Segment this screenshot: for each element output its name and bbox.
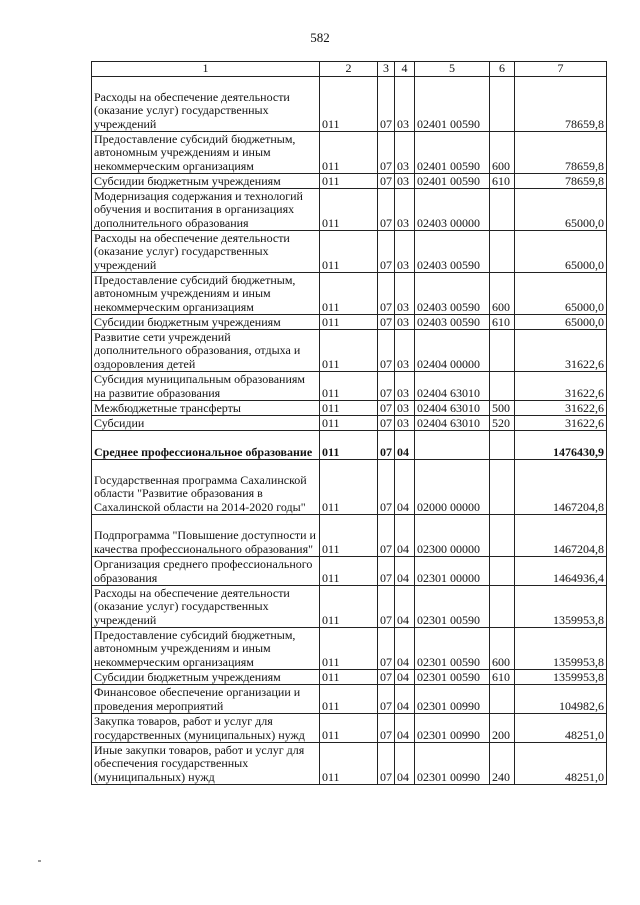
amount-cell: 78659,8 — [515, 132, 607, 174]
table-row — [92, 174, 607, 189]
code-3-cell: 07 — [378, 515, 395, 557]
header-cell: 4 — [395, 62, 415, 77]
amount-cell: 1467204,8 — [515, 515, 607, 557]
name-cell: Субсидии бюджетным учреждениям — [92, 670, 320, 685]
amount-cell: 65000,0 — [515, 315, 607, 330]
code-2-cell: 011 — [320, 132, 378, 174]
table-row — [92, 231, 607, 273]
name-cell: Модернизация содержания и технологий обучения и воспитания в организациях дополнительного образования — [92, 189, 320, 231]
code-3-cell: 07 — [378, 174, 395, 189]
code-3-cell: 07 — [378, 77, 395, 132]
code-3-cell: 07 — [378, 628, 395, 670]
table-row — [92, 685, 607, 714]
code-3-cell: 07 — [378, 401, 395, 416]
header-cell: 1 — [92, 62, 320, 77]
code-2-cell: 011 — [320, 460, 378, 515]
code-5-cell: 02403 00590 — [415, 315, 490, 330]
name-cell: Расходы на обеспечение деятельности (оказание услуг) государственных учреждений — [92, 77, 320, 132]
code-3-cell: 07 — [378, 670, 395, 685]
amount-cell: 65000,0 — [515, 189, 607, 231]
code-4-cell: 03 — [395, 189, 415, 231]
code-6-cell: 610 — [490, 315, 515, 330]
name-cell: Организация среднего профессионального образования — [92, 557, 320, 586]
code-3-cell: 07 — [378, 460, 395, 515]
amount-cell: 78659,8 — [515, 77, 607, 132]
code-4-cell: 04 — [395, 586, 415, 628]
name-cell: Иные закупки товаров, работ и услуг для обеспечения государственных (муниципальных) нужд — [92, 743, 320, 785]
table-row — [92, 557, 607, 586]
code-6-cell: 600 — [490, 132, 515, 174]
code-5-cell: 02000 00000 — [415, 460, 490, 515]
code-2-cell: 011 — [320, 714, 378, 743]
code-5-cell: 02404 63010 — [415, 372, 490, 401]
name-cell: Подпрограмма "Повышение доступности и качества профессионального образования" — [92, 515, 320, 557]
name-cell: Субсидии бюджетным учреждениям — [92, 174, 320, 189]
code-2-cell: 011 — [320, 174, 378, 189]
code-5-cell: 02404 00000 — [415, 330, 490, 372]
code-3-cell: 07 — [378, 586, 395, 628]
code-4-cell: 03 — [395, 372, 415, 401]
name-cell: Субсидия муниципальным образованиям на развитие образования — [92, 372, 320, 401]
code-4-cell: 03 — [395, 174, 415, 189]
code-2-cell: 011 — [320, 670, 378, 685]
code-3-cell: 07 — [378, 416, 395, 431]
code-2-cell: 011 — [320, 416, 378, 431]
name-cell: Развитие сети учреждений дополнительного образования, отдыха и оздоровления детей — [92, 330, 320, 372]
code-4-cell: 03 — [395, 401, 415, 416]
amount-cell: 1359953,8 — [515, 628, 607, 670]
amount-cell: 1359953,8 — [515, 670, 607, 685]
code-6-cell — [490, 685, 515, 714]
name-cell: Закупка товаров, работ и услуг для государственных (муниципальных) нужд — [92, 714, 320, 743]
code-5-cell: 02403 00590 — [415, 273, 490, 315]
code-4-cell: 04 — [395, 431, 415, 460]
name-cell: Расходы на обеспечение деятельности (оказание услуг) государственных учреждений — [92, 231, 320, 273]
code-6-cell: 500 — [490, 401, 515, 416]
table-row — [92, 189, 607, 231]
code-2-cell: 011 — [320, 330, 378, 372]
code-2-cell: 011 — [320, 315, 378, 330]
code-2-cell: 011 — [320, 372, 378, 401]
code-5-cell: 02301 00590 — [415, 628, 490, 670]
code-2-cell: 011 — [320, 586, 378, 628]
code-5-cell: 02401 00590 — [415, 77, 490, 132]
table-row — [92, 670, 607, 685]
code-3-cell: 07 — [378, 431, 395, 460]
table-row — [92, 401, 607, 416]
code-2-cell: 011 — [320, 743, 378, 785]
table-row — [92, 132, 607, 174]
code-3-cell: 07 — [378, 557, 395, 586]
name-cell: Предоставление субсидий бюджетным, автономным учреждениям и иным некоммерческим организациям — [92, 132, 320, 174]
amount-cell: 31622,6 — [515, 330, 607, 372]
amount-cell: 48251,0 — [515, 714, 607, 743]
code-3-cell: 07 — [378, 743, 395, 785]
code-6-cell: 600 — [490, 273, 515, 315]
code-6-cell — [490, 77, 515, 132]
name-cell: Финансовое обеспечение организации и проведения мероприятий — [92, 685, 320, 714]
amount-cell: 31622,6 — [515, 416, 607, 431]
table-row — [92, 273, 607, 315]
code-6-cell: 600 — [490, 628, 515, 670]
code-4-cell: 04 — [395, 515, 415, 557]
code-2-cell: 011 — [320, 231, 378, 273]
code-6-cell — [490, 557, 515, 586]
table-row — [92, 315, 607, 330]
code-6-cell: 240 — [490, 743, 515, 785]
code-2-cell: 011 — [320, 431, 378, 460]
code-3-cell: 07 — [378, 189, 395, 231]
name-cell: Субсидии — [92, 416, 320, 431]
code-3-cell: 07 — [378, 132, 395, 174]
table-row — [92, 628, 607, 670]
header-cell: 3 — [378, 62, 395, 77]
code-3-cell: 07 — [378, 685, 395, 714]
budget-table — [91, 61, 607, 785]
table-row — [92, 743, 607, 785]
amount-cell: 104982,6 — [515, 685, 607, 714]
code-6-cell — [490, 586, 515, 628]
code-3-cell: 07 — [378, 231, 395, 273]
table-row — [92, 330, 607, 372]
name-cell: Среднее профессиональное образование — [92, 431, 320, 460]
code-5-cell: 02404 63010 — [415, 416, 490, 431]
code-4-cell: 03 — [395, 416, 415, 431]
amount-cell: 1359953,8 — [515, 586, 607, 628]
code-4-cell: 03 — [395, 273, 415, 315]
name-cell: Предоставление субсидий бюджетным, автономным учреждениям и иным некоммерческим организациям — [92, 628, 320, 670]
code-3-cell: 07 — [378, 315, 395, 330]
table-row — [92, 431, 607, 460]
code-5-cell: 02301 00990 — [415, 714, 490, 743]
code-2-cell: 011 — [320, 401, 378, 416]
header-row — [92, 62, 607, 77]
code-5-cell: 02301 00590 — [415, 670, 490, 685]
code-5-cell: 02403 00590 — [415, 231, 490, 273]
code-5-cell: 02401 00590 — [415, 174, 490, 189]
code-6-cell: 200 — [490, 714, 515, 743]
scan-speck — [38, 860, 41, 862]
code-2-cell: 011 — [320, 273, 378, 315]
code-3-cell: 07 — [378, 372, 395, 401]
code-2-cell: 011 — [320, 685, 378, 714]
code-6-cell: 610 — [490, 670, 515, 685]
name-cell: Субсидии бюджетным учреждениям — [92, 315, 320, 330]
code-2-cell: 011 — [320, 628, 378, 670]
code-3-cell: 07 — [378, 330, 395, 372]
amount-cell: 65000,0 — [515, 231, 607, 273]
code-6-cell — [490, 372, 515, 401]
header-cell: 5 — [415, 62, 490, 77]
amount-cell: 31622,6 — [515, 401, 607, 416]
code-6-cell — [490, 431, 515, 460]
code-3-cell: 07 — [378, 273, 395, 315]
table-row — [92, 460, 607, 515]
code-5-cell: 02301 00990 — [415, 685, 490, 714]
code-2-cell: 011 — [320, 515, 378, 557]
code-4-cell: 04 — [395, 460, 415, 515]
table-row — [92, 714, 607, 743]
header-cell: 6 — [490, 62, 515, 77]
code-2-cell: 011 — [320, 557, 378, 586]
code-4-cell: 03 — [395, 330, 415, 372]
amount-cell: 1476430,9 — [515, 431, 607, 460]
code-5-cell: 02401 00590 — [415, 132, 490, 174]
code-4-cell: 03 — [395, 132, 415, 174]
amount-cell: 1467204,8 — [515, 460, 607, 515]
code-3-cell: 07 — [378, 714, 395, 743]
name-cell: Расходы на обеспечение деятельности (оказание услуг) государственных учреждений — [92, 586, 320, 628]
code-4-cell: 04 — [395, 628, 415, 670]
code-6-cell — [490, 515, 515, 557]
code-6-cell: 520 — [490, 416, 515, 431]
code-5-cell: 02301 00000 — [415, 557, 490, 586]
code-5-cell — [415, 431, 490, 460]
code-6-cell — [490, 460, 515, 515]
code-4-cell: 04 — [395, 714, 415, 743]
code-2-cell: 011 — [320, 77, 378, 132]
code-4-cell: 03 — [395, 77, 415, 132]
header-cell: 2 — [320, 62, 378, 77]
code-4-cell: 04 — [395, 670, 415, 685]
code-5-cell: 02301 00590 — [415, 586, 490, 628]
table-row — [92, 515, 607, 557]
code-5-cell: 02403 00000 — [415, 189, 490, 231]
amount-cell: 78659,8 — [515, 174, 607, 189]
code-4-cell: 04 — [395, 743, 415, 785]
name-cell: Государственная программа Сахалинской области "Развитие образования в Сахалинской области на 2014-2020 годы" — [92, 460, 320, 515]
table-row — [92, 372, 607, 401]
code-5-cell: 02301 00990 — [415, 743, 490, 785]
code-5-cell: 02300 00000 — [415, 515, 490, 557]
table-row — [92, 586, 607, 628]
code-6-cell — [490, 330, 515, 372]
code-6-cell: 610 — [490, 174, 515, 189]
table-row — [92, 416, 607, 431]
amount-cell: 65000,0 — [515, 273, 607, 315]
amount-cell: 1464936,4 — [515, 557, 607, 586]
name-cell: Межбюджетные трансферты — [92, 401, 320, 416]
amount-cell: 48251,0 — [515, 743, 607, 785]
code-2-cell: 011 — [320, 189, 378, 231]
code-6-cell — [490, 231, 515, 273]
code-4-cell: 04 — [395, 557, 415, 586]
page-number: 582 — [310, 30, 330, 45]
table-row — [92, 77, 607, 132]
code-4-cell: 04 — [395, 685, 415, 714]
name-cell: Предоставление субсидий бюджетным, автономным учреждениям и иным некоммерческим организациям — [92, 273, 320, 315]
code-4-cell: 03 — [395, 315, 415, 330]
code-5-cell: 02404 63010 — [415, 401, 490, 416]
code-4-cell: 03 — [395, 231, 415, 273]
amount-cell: 31622,6 — [515, 372, 607, 401]
header-cell: 7 — [515, 62, 607, 77]
code-6-cell — [490, 189, 515, 231]
